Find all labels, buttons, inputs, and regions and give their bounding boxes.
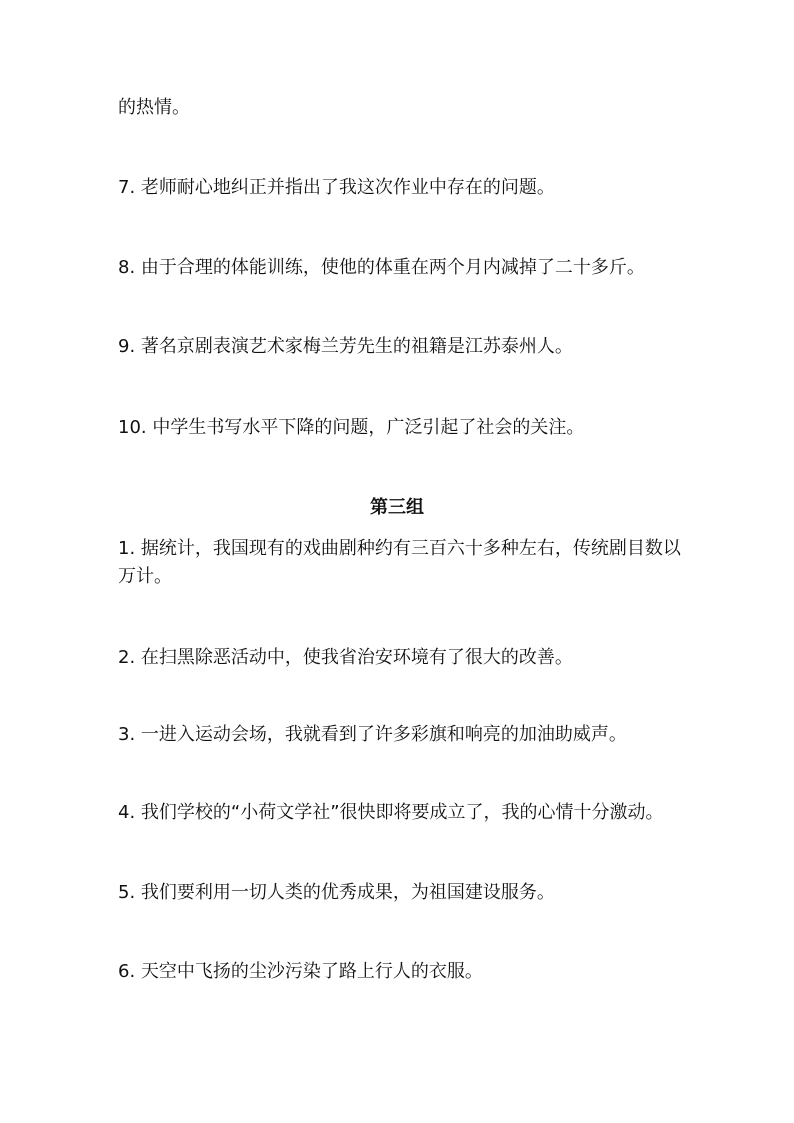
group-three-item-5: 5. 我们要利用一切人类的优秀成果，为祖国建设服务。 xyxy=(118,882,555,903)
group-two-item-10: 10. 中学生书写水平下降的问题，广泛引起了社会的关注。 xyxy=(118,417,585,438)
group-three-item-2: 2. 在扫黑除恶活动中，使我省治安环境有了很大的改善。 xyxy=(118,647,573,668)
group-three-item-3: 3. 一进入运动会场，我就看到了许多彩旗和响亮的加油助威声。 xyxy=(118,724,627,745)
group-two-item-8: 8. 由于合理的体能训练，使他的体重在两个月内减掉了二十多斤。 xyxy=(118,257,645,278)
group-three-item-4: 4. 我们学校的“小荷文学社”很快即将要成立了，我的心情十分激动。 xyxy=(118,802,664,823)
group-three-item-1: 1. 据统计，我国现有的戏曲剧种约有三百六十多种左右，传统剧目数以万计。 xyxy=(118,538,681,587)
group-three-title: 第三组 xyxy=(370,497,424,518)
group-two-item-9: 9. 著名京剧表演艺术家梅兰芳先生的祖籍是江苏泰州人。 xyxy=(118,336,573,357)
intro-tail-text: 的热情。 xyxy=(118,97,190,118)
group-three-item-6: 6. 天空中飞扬的尘沙污染了路上行人的衣服。 xyxy=(118,961,483,982)
group-two-item-7: 7. 老师耐心地纠正并指出了我这次作业中存在的问题。 xyxy=(118,177,555,198)
